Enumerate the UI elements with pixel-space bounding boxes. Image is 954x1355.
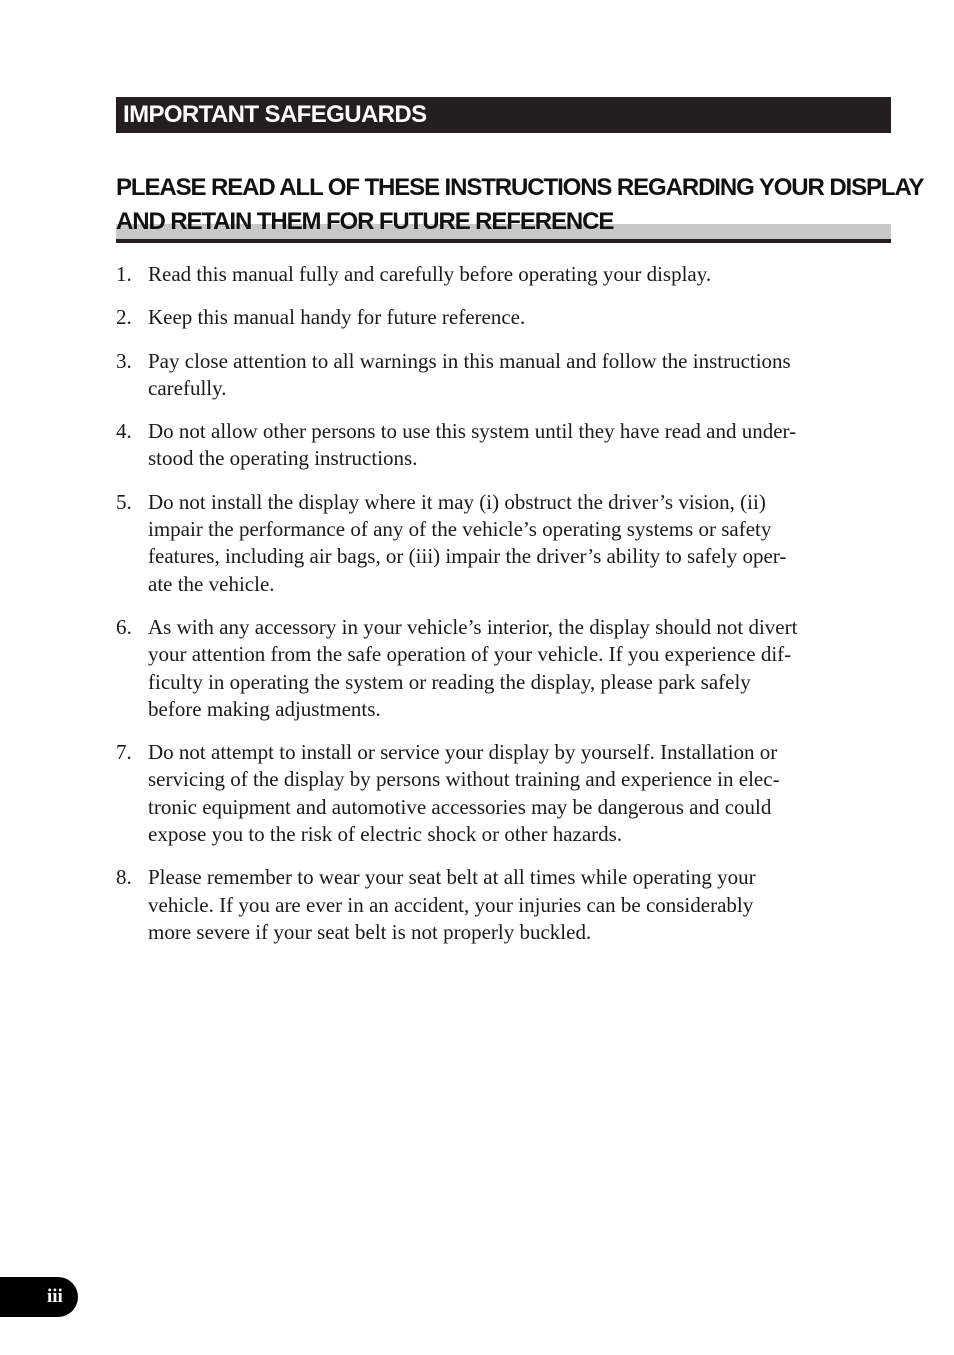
instruction-text: [148, 864, 876, 946]
instruction-item: [116, 348, 876, 403]
instruction-item: [116, 739, 876, 848]
instruction-item: [116, 418, 876, 473]
instruction-text: [148, 614, 876, 723]
instruction-line: Pay close attention to all warnings in this manual and follow the instructions: [148, 348, 791, 373]
subheading-rule: [116, 239, 891, 243]
instruction-number: 1.: [116, 262, 132, 286]
instruction-line: Do not attempt to install or service your display by yourself. Installation or: [148, 740, 778, 765]
instruction-text: [148, 489, 876, 598]
instruction-line: more severe if your seat belt is not properly buckled.: [148, 919, 592, 944]
instruction-number: 2.: [116, 305, 132, 330]
instruction-line: As with any accessory in your vehicle’s interior, the display should not divert: [148, 614, 798, 639]
instruction-item: [116, 864, 876, 946]
instruction-line: expose you to the risk of electric shock or other hazards.: [148, 822, 623, 847]
page-number-tab: [0, 1277, 78, 1317]
instruction-line: before making adjustments.: [148, 696, 381, 721]
instruction-line: tronic equipment and automotive accessories may be dangerous and could: [148, 794, 772, 819]
instruction-text: [148, 261, 876, 288]
subheading: [116, 171, 924, 239]
instruction-number: 4.: [116, 419, 132, 444]
instruction-number: 7.: [116, 740, 132, 765]
instruction-line: Read this manual fully and carefully before operating your display.: [148, 262, 712, 286]
instruction-item: [116, 304, 876, 331]
instruction-item: [116, 614, 876, 723]
instruction-line: features, including air bags, or (iii) impair the driver’s ability to safely oper-: [148, 544, 787, 569]
instruction-line: impair the performance of any of the vehicle’s operating systems or safety: [148, 517, 772, 542]
instruction-line: vehicle. If you are ever in an accident, your injuries can be considerably: [148, 892, 754, 917]
instruction-item: [116, 261, 876, 288]
subheading-line: AND RETAIN THEM FOR FUTURE REFERENCE: [116, 208, 614, 235]
instruction-text: [148, 304, 876, 331]
subheading-line: PLEASE READ ALL OF THESE INSTRUCTIONS REGARDING YOUR DISPLAY: [116, 174, 924, 201]
instruction-text: [148, 739, 876, 848]
instruction-line: stood the operating instructions.: [148, 446, 418, 471]
instruction-line: Do not allow other persons to use this system until they have read and under-: [148, 419, 797, 444]
instruction-line: carefully.: [148, 375, 227, 400]
instruction-item: [116, 489, 876, 598]
page-number: iii: [47, 1286, 63, 1307]
instruction-line: Keep this manual handy for future reference.: [148, 305, 526, 330]
instruction-number: 8.: [116, 865, 132, 890]
instruction-list: [116, 261, 876, 962]
instruction-number: 6.: [116, 614, 132, 639]
instruction-text: [148, 418, 876, 473]
instruction-number: 3.: [116, 348, 132, 373]
instruction-line: servicing of the display by persons without training and experience in elec-: [148, 767, 780, 792]
instruction-line: Do not install the display where it may (i) obstruct the driver’s vision, (ii): [148, 489, 766, 514]
instruction-text: [148, 348, 876, 403]
instruction-number: 5.: [116, 489, 132, 514]
instruction-line: ficulty in operating the system or reading the display, please park safely: [148, 669, 751, 694]
instruction-line: your attention from the safe operation of your vehicle. If you experience dif-: [148, 642, 792, 667]
instruction-line: ate the vehicle.: [148, 571, 275, 596]
section-title: IMPORTANT SAFEGUARDS: [116, 97, 891, 133]
instruction-line: Please remember to wear your seat belt at all times while operating your: [148, 865, 756, 890]
